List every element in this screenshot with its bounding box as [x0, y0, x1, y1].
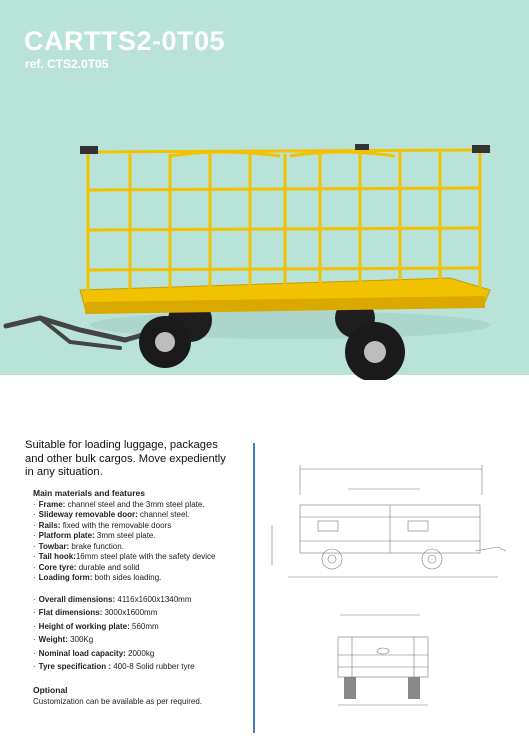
- specs-list: [33, 595, 253, 673]
- list-item: · Core tyre: durable and solid: [33, 563, 253, 574]
- list-item: · Height of working plate: 560mm: [33, 622, 253, 633]
- list-item: · Rails: fixed with the removable doors: [33, 521, 253, 532]
- features-section: [33, 488, 253, 676]
- list-item: · Tail hook:16mm steel plate with the safety device: [33, 552, 253, 563]
- list-item: · Weight: 300Kg: [33, 635, 253, 646]
- list-item: · Flat dimensions: 3000x1600mm: [33, 608, 253, 619]
- features-list: [33, 500, 253, 584]
- product-description: Suitable for loading luggage, packages and other bulk cargos. Move expediently in any situation.: [25, 439, 226, 478]
- cart-illustration: [0, 130, 529, 380]
- product-title: CARTTS2-0T05: [24, 26, 226, 56]
- vertical-divider: [253, 443, 255, 733]
- optional-text: Customization can be available as per required.: [33, 696, 202, 706]
- list-item: · Platform plate: 3mm steel plate.: [33, 531, 253, 542]
- list-item: · Slideway removable door: channel steel.: [33, 510, 253, 521]
- list-item: · Overall dimensions: 4116x1600x1340mm: [33, 595, 253, 606]
- optional-section: [33, 685, 202, 707]
- technical-drawing: [260, 455, 522, 735]
- optional-heading: Optional: [33, 685, 68, 695]
- list-item: · Towbar: brake function.: [33, 542, 253, 553]
- product-reference: ref. CTS2.0T05: [25, 57, 109, 71]
- list-item: · Tyre specification : 400-8 Solid rubber tyre: [33, 662, 253, 673]
- list-item: · Nominal load capacity: 2000kg: [33, 649, 253, 660]
- list-item: · Frame: channel steel and the 3mm steel plate.: [33, 500, 253, 511]
- list-item: · Loading form: both sides loading.: [33, 573, 253, 584]
- features-heading: Main materials and features: [33, 488, 145, 498]
